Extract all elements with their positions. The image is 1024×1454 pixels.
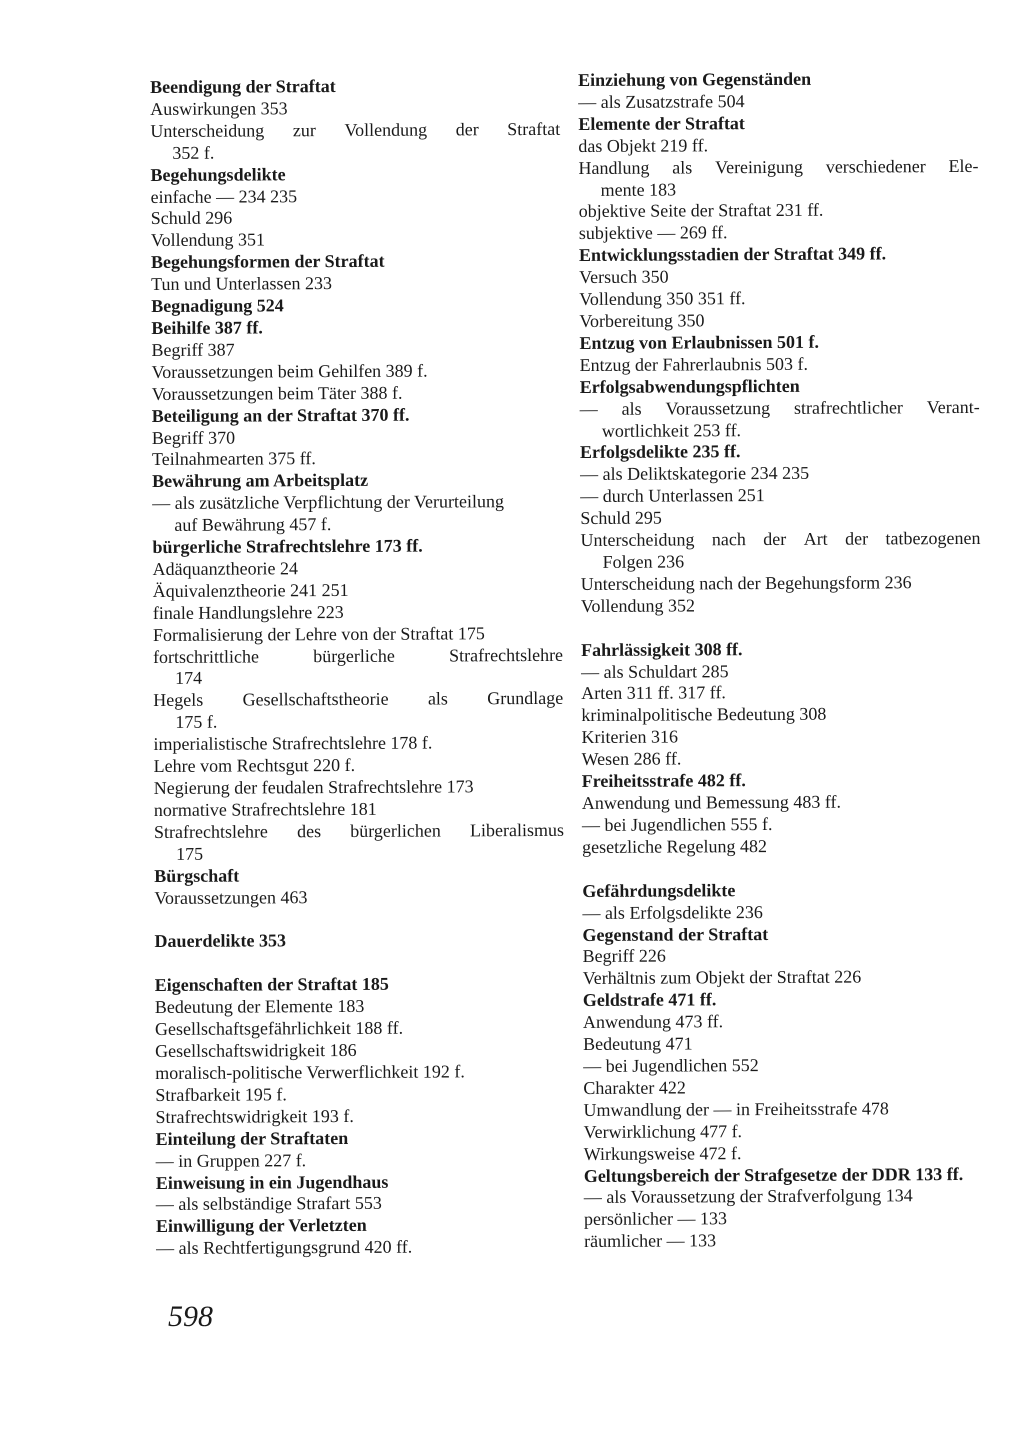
index-subentry: Vollendung 352 (580, 595, 696, 616)
index-word: Vollendung (344, 119, 428, 140)
index-subentry (153, 688, 563, 712)
index-subentry: — durch Unterlassen 251 (580, 485, 765, 507)
index-subentry: gesetzliche Regelung 482 (582, 835, 768, 857)
index-subentry: Äquivalenztheorie 241 251 (152, 579, 349, 601)
index-heading: Bürgschaft (154, 865, 240, 886)
index-heading: Begnadigung 524 (151, 295, 284, 317)
index-heading: Gefährdungsdelikte (582, 879, 736, 901)
index-subentry: Teilnahmearten 375 ff. (151, 448, 316, 470)
index-subentry: objektive Seite der Straftat 231 ff. (578, 200, 824, 222)
index-subentry: Arten 311 ff. 317 ff. (581, 682, 726, 704)
section-gap (581, 616, 981, 640)
index-word: fortschrittliche (152, 645, 260, 667)
index-word: Grundlage (487, 688, 564, 709)
index-word: verschiedener (825, 155, 926, 177)
index-word: Ele- (948, 155, 979, 176)
index-continuation: 174 (175, 668, 203, 689)
index-word: als (672, 157, 693, 178)
index-subentry: Strafbarkeit 195 f. (155, 1084, 287, 1105)
index-subentry: Verhältnis zum Objekt der Straftat 226 (582, 966, 862, 989)
index-subentry: Gesellschaftsgefährlichkeit 188 ff. (154, 1017, 404, 1040)
index-subentry: Voraussetzungen 463 (154, 886, 308, 908)
index-subentry: Tun und Unterlassen 233 (151, 273, 332, 295)
index-continuation: Folgen 236 (602, 551, 685, 572)
index-column-right (578, 68, 984, 1253)
index-heading: Begehungsformen der Straftat (150, 251, 385, 273)
index-word: strafrechtlicher (793, 396, 903, 418)
index-continuation: 175 (176, 843, 204, 864)
index-subentry: normative Strafrechtslehre 181 (153, 798, 377, 820)
index-subentry: Umwandlung der — in Freiheitsstrafe 478 (583, 1098, 889, 1120)
index-subentry: subjektive — 269 ff. (578, 222, 728, 244)
index-subentry: Adäquanztheorie 24 (152, 558, 299, 579)
index-subentry: moralisch-politische Verwerflichkeit 192 f. (155, 1061, 465, 1083)
index-heading: Gegenstand der Straftat (582, 923, 769, 945)
index-subentry (154, 820, 564, 844)
index-word: Unterscheidung (580, 529, 695, 551)
index-continuation: mente 183 (600, 179, 677, 200)
index-heading: Beihilfe 387 ff. (151, 317, 263, 338)
index-subentry: Bedeutung 471 (583, 1033, 693, 1055)
index-word: Hegels (153, 690, 204, 711)
index-subentry: Begriff 226 (582, 945, 666, 967)
index-subentry: — als zusätzliche Verpflichtung der Verurteilung (152, 491, 505, 514)
index-heading: Freiheitsstrafe 482 ff. (581, 770, 746, 792)
index-subentry: Begriff 370 (151, 427, 236, 448)
index-word: Verant- (926, 396, 980, 417)
index-heading: Fahrlässigkeit 308 ff. (580, 638, 743, 660)
index-heading: Dauerdelikte 353 (154, 930, 287, 952)
index-heading: Begehungsdelikte (150, 163, 286, 185)
index-word: bürgerliche (313, 645, 395, 666)
index-subentry: — als selbständige Strafart 553 (155, 1193, 382, 1215)
index-subentry: Auswirkungen 353 (150, 98, 288, 119)
index-subentry (580, 396, 980, 420)
index-subentry: Begriff 387 (151, 339, 235, 360)
index-subentry: Negierung der feudalen Strafrechtslehre 173 (153, 776, 474, 798)
index-subentry: — in Gruppen 227 f. (155, 1149, 307, 1171)
index-subentry: Lehre vom Rechtsgut 220 f. (153, 755, 356, 777)
index-word: der (763, 528, 787, 550)
index-continuation: wortlichkeit 253 ff. (601, 419, 742, 441)
index-subentry: imperialistische Strafrechtslehre 178 f. (153, 732, 433, 755)
index-continuation: 175 f. (175, 711, 218, 733)
index-word: der (455, 119, 479, 140)
index-subentry: — als Zusatzstrafe 504 (578, 91, 745, 112)
index-continuation: 352 f. (172, 142, 215, 163)
index-word: Gesellschaftstheorie (242, 689, 389, 710)
index-word: der (845, 528, 869, 549)
index-word: Unterscheidung (150, 120, 265, 141)
index-heading: Elemente der Straftat (578, 112, 745, 134)
index-subentry: Bedeutung der Elemente 183 (154, 996, 365, 1018)
section-gap (582, 857, 982, 881)
index-heading: Einteilung der Straftaten (155, 1127, 349, 1149)
index-word: nach (711, 529, 746, 550)
index-subentry: Schuld 296 (150, 208, 233, 229)
index-heading: Erfolgsabwendungspflichten (579, 375, 800, 397)
index-subentry (578, 156, 978, 180)
index-subentry: Voraussetzungen beim Täter 388 f. (151, 382, 403, 404)
index-word: Art (803, 528, 828, 549)
index-continuation: auf Bewährung 457 f. (174, 514, 332, 536)
index-column-left (150, 75, 566, 1260)
index-subentry: Vollendung 350 351 ff. (579, 288, 746, 310)
index-heading: Geldstrafe 471 ff. (582, 989, 717, 1011)
index-word: Strafrechtslehre (153, 821, 268, 842)
index-heading: Einwilligung der Verletzten (155, 1215, 367, 1237)
index-subentry: Vorbereitung 350 (579, 310, 705, 331)
index-heading: Eigenschaften der Straftat 185 (154, 974, 389, 996)
index-word: Vereinigung (714, 156, 804, 177)
index-word: Handlung (578, 157, 650, 178)
section-gap (155, 951, 565, 975)
index-heading: Beteiligung an der Straftat 370 ff. (151, 404, 410, 426)
section-gap (154, 907, 564, 931)
index-subentry: Anwendung 473 ff. (582, 1011, 724, 1033)
index-subentry: persönlicher — 133 (583, 1208, 728, 1230)
index-subentry: Wirkungsweise 472 f. (583, 1142, 742, 1164)
index-subentry: einfache — 234 235 (150, 185, 298, 207)
index-word: Straftat (507, 118, 561, 139)
index-word: zur (292, 119, 316, 141)
index-subentry: das Objekt 219 ff. (578, 135, 709, 156)
index-subentry: räumlicher — 133 (584, 1230, 717, 1252)
index-subentry: kriminalpolitische Bedeutung 308 (581, 704, 827, 726)
index-heading: Einweisung in ein Jugendhaus (155, 1171, 389, 1193)
index-subentry: Versuch 350 (579, 266, 669, 288)
index-subentry: Unterscheidung nach der Begehungsform 236 (580, 572, 912, 594)
index-heading: Erfolgsdelikte 235 ff. (579, 441, 741, 463)
index-subentry: Entzug der Fahrerlaubnis 503 f. (579, 353, 809, 375)
index-subentry: Wesen 286 ff. (581, 748, 682, 770)
index-subentry: — als Voraussetzung der Strafverfolgung 134 (583, 1185, 913, 1208)
index-word: — (579, 398, 598, 419)
index-heading: Geltungsbereich der Strafgesetze der DDR 133 ff. (583, 1163, 964, 1186)
index-word: Voraussetzung (665, 397, 771, 419)
index-subentry (150, 119, 560, 143)
index-subentry: Kriterien 316 (581, 726, 679, 748)
index-subentry (580, 528, 980, 552)
page-number: 598 (168, 1300, 213, 1333)
index-subentry: Voraussetzungen beim Gehilfen 389 f. (151, 360, 428, 382)
index-subentry: Vollendung 351 (150, 229, 266, 251)
index-subentry: Formalisierung der Lehre von der Straftat 175 (152, 622, 485, 645)
index-subentry: — bei Jugendlichen 555 f. (581, 813, 773, 835)
index-subentry: — als Rechtfertigungsgrund 420 ff. (156, 1236, 413, 1259)
index-subentry: Schuld 295 (580, 507, 662, 529)
index-subentry: Charakter 422 (583, 1077, 686, 1098)
index-subentry: Anwendung und Bemessung 483 ff. (581, 791, 842, 813)
index-heading: Beendigung der Straftat (150, 76, 336, 97)
index-subentry: Gesellschaftswidrigkeit 186 (155, 1039, 357, 1062)
index-heading: Entzug von Erlaubnissen 501 f. (579, 331, 820, 353)
index-word: des (296, 820, 322, 842)
index-heading: bürgerliche Strafrechtslehre 173 ff. (152, 535, 423, 558)
index-subentry: — als Deliktskategorie 234 235 (580, 463, 810, 485)
index-heading: Entwicklungsstadien der Straftat 349 ff. (578, 243, 887, 266)
index-subentry (153, 644, 563, 668)
index-subentry: — als Schuldart 285 (581, 660, 729, 682)
index-word: als (427, 688, 448, 709)
index-heading: Bewährung am Arbeitsplatz (152, 470, 369, 492)
index-word: tatbezogenen (885, 527, 981, 549)
index-subentry: Strafrechtswidrigkeit 193 f. (155, 1105, 354, 1127)
index-word: Liberalismus (469, 819, 564, 841)
index-subentry: — als Erfolgsdelikte 236 (582, 901, 763, 923)
index-subentry: Verwirklichung 477 f. (583, 1120, 743, 1142)
index-word: bürgerlichen (350, 820, 441, 841)
index-word: Strafrechtslehre (449, 644, 564, 666)
index-heading: Einziehung von Gegenständen (578, 68, 812, 90)
index-subentry: finale Handlungslehre 223 (152, 601, 344, 623)
index-word: als (621, 398, 642, 419)
index-subentry: — bei Jugendlichen 552 (583, 1055, 759, 1076)
